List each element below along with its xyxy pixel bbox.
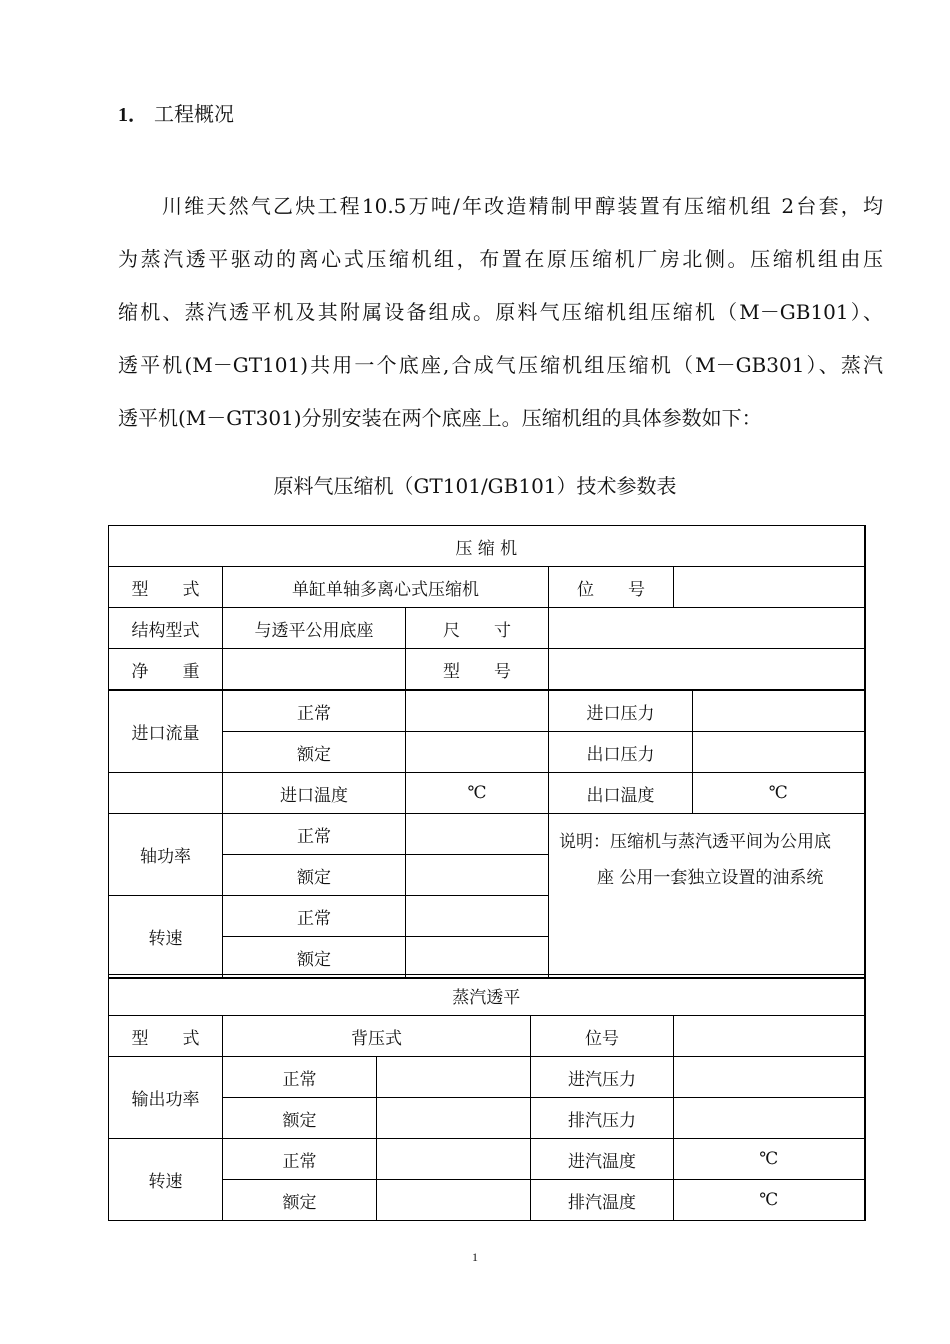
blank-cell — [109, 773, 223, 814]
type-value: 单缸单轴多离心式压缩机 — [223, 567, 549, 608]
structure-value: 与透平公用底座 — [223, 608, 406, 649]
paragraph-line: 为蒸汽透平驱动的离心式压缩机组，布置在原压缩机厂房北侧。压缩机组由压 — [118, 247, 883, 271]
inlet-flow-rated-value — [406, 732, 549, 773]
paragraph-line: 透平机(M－GT301)分别安装在两个底座上。压缩机组的具体参数如下： — [118, 406, 762, 430]
steam-out-pressure-value — [674, 1098, 865, 1139]
turbine-table — [108, 974, 866, 1221]
position-label: 位 号 — [549, 567, 674, 608]
turbine-speed-rated-value — [377, 1180, 531, 1221]
model-value — [549, 649, 865, 691]
steam-in-temp-label: 进汽温度 — [531, 1139, 674, 1180]
inlet-flow-rated-label: 额定 — [223, 732, 406, 773]
inlet-pressure-value — [693, 690, 865, 732]
paragraph-line: 川维天然气乙炔工程10.5万吨/年改造精制甲醇装置有压缩机组 2台套，均 — [162, 194, 883, 218]
outlet-temp-label: 出口温度 — [549, 773, 693, 814]
weight-label: 净 重 — [109, 649, 223, 691]
turbine-speed-normal-value — [377, 1139, 531, 1180]
size-value — [549, 608, 865, 649]
turbine-position-label: 位号 — [531, 1016, 674, 1057]
steam-out-temp-unit: ℃ — [674, 1180, 865, 1221]
compressor-section-title: 压 缩 机 — [109, 526, 865, 567]
steam-in-pressure-label: 进汽压力 — [531, 1057, 674, 1098]
output-power-label: 输出功率 — [109, 1057, 223, 1139]
turbine-position-value — [674, 1016, 865, 1057]
speed-rated-value — [406, 937, 549, 979]
paragraph-line: 透平机(M－GT101)共用一个底座,合成气压缩机组压缩机（M－GB301）、蒸汽 — [118, 353, 883, 377]
section-title: 工程概况 — [154, 102, 234, 126]
inlet-flow-normal-value — [406, 690, 549, 732]
weight-value — [223, 649, 406, 691]
shaft-power-rated-value — [406, 855, 549, 896]
section-heading — [118, 98, 234, 127]
output-power-normal-label: 正常 — [223, 1057, 377, 1098]
turbine-type-value: 背压式 — [223, 1016, 531, 1057]
speed-label: 转速 — [109, 896, 223, 979]
type-label: 型 式 — [109, 567, 223, 608]
note-line: 说明：压缩机与蒸汽透平间为公用底 — [559, 832, 831, 852]
speed-rated-label: 额定 — [223, 937, 406, 979]
compressor-note — [549, 814, 865, 979]
turbine-type-label: 型 式 — [109, 1016, 223, 1057]
size-label: 尺 寸 — [406, 608, 549, 649]
speed-normal-value — [406, 896, 549, 937]
table-caption: 原料气压缩机（GT101/GB101）技术参数表 — [273, 474, 677, 498]
turbine-speed-label: 转速 — [109, 1139, 223, 1221]
inlet-flow-normal-label: 正常 — [223, 690, 406, 732]
shaft-power-normal-label: 正常 — [223, 814, 406, 855]
section-number: 1． — [118, 104, 148, 126]
shaft-power-rated-label: 额定 — [223, 855, 406, 896]
inlet-temp-unit: ℃ — [406, 773, 549, 814]
turbine-speed-normal-label: 正常 — [223, 1139, 377, 1180]
position-value — [674, 567, 865, 608]
overview-paragraph — [118, 180, 883, 445]
turbine-speed-rated-label: 额定 — [223, 1180, 377, 1221]
inlet-temp-label: 进口温度 — [223, 773, 406, 814]
inlet-pressure-label: 进口压力 — [549, 690, 693, 732]
note-line: 座 公用一套独立设置的油系统 — [597, 868, 824, 888]
speed-normal-label: 正常 — [223, 896, 406, 937]
steam-out-temp-label: 排汽温度 — [531, 1180, 674, 1221]
steam-in-temp-unit: ℃ — [674, 1139, 865, 1180]
outlet-pressure-label: 出口压力 — [549, 732, 693, 773]
model-label: 型 号 — [406, 649, 549, 691]
shaft-power-label: 轴功率 — [109, 814, 223, 896]
turbine-section-title: 蒸汽透平 — [109, 975, 865, 1016]
steam-out-pressure-label: 排汽压力 — [531, 1098, 674, 1139]
output-power-normal-value — [377, 1057, 531, 1098]
output-power-rated-label: 额定 — [223, 1098, 377, 1139]
structure-label: 结构型式 — [109, 608, 223, 649]
steam-in-pressure-value — [674, 1057, 865, 1098]
page-number: 1 — [472, 1250, 478, 1264]
inlet-flow-label: 进口流量 — [109, 690, 223, 773]
outlet-pressure-value — [693, 732, 865, 773]
outlet-temp-unit: ℃ — [693, 773, 865, 814]
output-power-rated-value — [377, 1098, 531, 1139]
shaft-power-normal-value — [406, 814, 549, 855]
compressor-table — [108, 525, 866, 979]
paragraph-line: 缩机、蒸汽透平机及其附属设备组成。原料气压缩机组压缩机（M－GB101）、 — [118, 300, 883, 324]
